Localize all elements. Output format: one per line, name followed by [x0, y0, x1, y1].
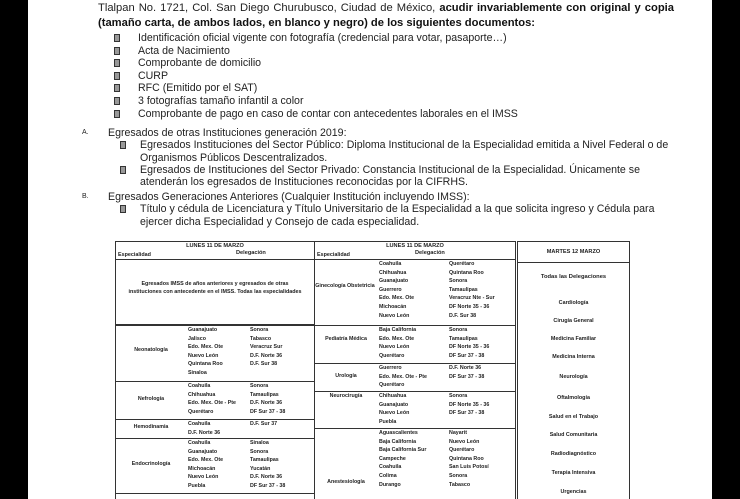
list-item: Cardiología: [558, 300, 589, 306]
bullet-icon: [114, 72, 120, 80]
list-item: Salud Comunitaria: [549, 432, 598, 438]
intro-text: Tlalpan No. 1721, Col. San Diego Churubusco, Ciudad de México,: [98, 2, 436, 14]
table-row: Urología Guerrero Edo. Mex. Ote - Pte Querétaro D.F. Norte 36 DF Sur 37 - 38: [315, 363, 515, 391]
list-item: Oftalmología: [557, 395, 590, 401]
list-item: Medicina Familiar: [550, 336, 597, 342]
table-row: Neonatología Guanajuato Jalisco Edo. Mex. Ote Nuevo León Quintana Roo Sinaloa Sonora Tabasco Veracruz Sur D.F. Norte 36 D.F. Sur 38: [116, 325, 314, 381]
table-header: MARTES 12 MARZO: [546, 249, 601, 255]
documents-list: [114, 32, 518, 120]
bullet-icon: [120, 205, 126, 213]
intro-rest: de los siguientes documentos:: [370, 17, 536, 29]
schedule-table-monday-1: LUNES 11 DE MARZO Especialidad Delegación Egresados IMSS de años anteriores y egresados de otras instituciones con antecedente en el IMSS. Todas las especialidades Neonatología Guanajuato Jalisco Edo. Mex. Ote Nuevo León Quintana Roo Sinaloa Sonora Tabasco Veracruz Sur D.F. Norte 36 D.F. Sur 38 Nefrología Coahuila Chihuahua Edo. Mex. Ote - Pte Querétaro Sonora Tamaulipas D.F. Norte 36 DF Sur 37 - 38 Hemodinamia Coahuila D.F. Norte 36 D.F. Sur 37 Endocrinología Coahuila Guanajuato Edo. Mex. Ote Michoacán Nuevo León Puebla Sinaloa Sonora Tamaulipas Yucatán D.F. Norte 36 DF Sur 37 - 38: [115, 241, 315, 499]
list-item: Comprobante de pago en caso de contar con antecedentes laborales en el IMSS: [114, 108, 518, 121]
list-item: Salud en el Trabajo: [548, 414, 599, 420]
intro-paragraph: [98, 1, 674, 31]
section-title: Egresados Generaciones Anteriores (Cualquier Institución incluyendo IMSS):: [108, 191, 470, 203]
section-b: B. Egresados Generaciones Anteriores (Cualquier Institución incluyendo IMSS): Título y cédula de Licenciatura y Título Universitario de la Especialidad a la que solicita ingreso y Cédula para ejercer dicha Especialidad y Consejo de cada especialidad.: [82, 191, 682, 228]
list-item: Identificación oficial vigente con fotografía (credencial para votar, pasaporte…): [114, 32, 518, 45]
list-item: Egresados Instituciones del Sector Público: Diploma Institucional de la Especialidad emitida a Nivel Federal o de Organismos Públicos Descentralizados.: [82, 139, 682, 164]
list-item: RFC (Emitido por el SAT): [114, 82, 518, 95]
list-item: Radiodiagnóstico: [550, 451, 597, 457]
bullet-icon: [114, 34, 120, 42]
intro-bold: acudir invariablemente con original y copia: [439, 2, 674, 14]
list-item: 3 fotografías tamaño infantil a color: [114, 95, 518, 108]
bullet-icon: [114, 47, 120, 55]
list-item: CURP: [114, 70, 518, 83]
table-row: Anestesiología Aguascalientes Baja California Baja California Sur Campeche Coahuila Colima Durango Nayarit Nuevo León Querétaro Quintana Roo San Luis Potosí Sonora Tabasco: [315, 428, 515, 499]
list-item: Terapia Intensiva: [551, 470, 596, 476]
schedule-table-monday-2: LUNES 11 DE MARZO Especialidad Delegación Ginecología Obstetricia Coahuila Chihuahua Guanajuato Guerrero Edo. Mex. Ote Michoacán Nuevo León Querétaro Quintana Roo Sonora Tamaulipas Veracruz Nte - Sur DF Norte 35 - 36 D.F. Sur 38 Pediatría Médica Baja California Edo. Mex. Ote Nuevo León Querétaro Sonora Tamaulipas DF Norte 35 - 36 DF Sur 37 - 38 Urología Guerrero Edo. Mex. Ote - Pte Querétaro D.F. Norte 36 DF Sur 37 - 38 Neurocirugía Chihuahua Guanajuato Nuevo León Puebla Sonora DF Norte 35 - 36 DF Sur 37 - 38 Anestesiología Aguascalientes Baja California Baja California Sur Campeche Coahuila Colima Durango Nayarit Nuevo León Querétaro Quintana Roo San Luis Potosí Sonora Tabasco: [314, 241, 516, 499]
bullet-icon: [114, 110, 120, 118]
list-item: Urgencias: [560, 489, 587, 495]
schedule-table-tuesday: [517, 241, 630, 499]
note: Egresados IMSS de años anteriores y egresados de otras instituciones con antecedente en el IMSS. Todas las especialidades: [128, 281, 302, 295]
table-row: Nefrología Coahuila Chihuahua Edo. Mex. Ote - Pte Querétaro Sonora Tamaulipas D.F. Norte 36 DF Sur 37 - 38: [116, 381, 314, 419]
list-item: Título y cédula de Licenciatura y Título Universitario de la Especialidad a la que solicita ingreso y Cédula para ejercer dicha Especialidad y Consejo de cada especialidad.: [82, 203, 682, 228]
bullet-icon: [120, 166, 126, 174]
bullet-icon: [120, 141, 126, 149]
table-row: Hemodinamia Coahuila D.F. Norte 36 D.F. Sur 37: [116, 419, 314, 438]
section-title: Egresados de otras Instituciones generación 2019:: [108, 127, 347, 139]
bullet-icon: [114, 97, 120, 105]
table-row: Ginecología Obstetricia Coahuila Chihuahua Guanajuato Guerrero Edo. Mex. Ote Michoacán Nuevo León Querétaro Quintana Roo Sonora Tamaulipas Veracruz Nte - Sur DF Norte 35 - 36 D.F. Sur 38: [315, 261, 495, 319]
subtitle: Todas las Delegaciones: [540, 274, 607, 280]
table-row: Endocrinología Coahuila Guanajuato Edo. Mex. Ote Michoacán Nuevo León Puebla Sinaloa Sonora Tamaulipas Yucatán D.F. Norte 36 DF Sur 37 - 38: [116, 438, 314, 493]
bullet-icon: [114, 59, 120, 67]
bullet-icon: [114, 84, 120, 92]
document-page: [28, 0, 712, 499]
list-item: Medicina Interna: [552, 354, 595, 360]
intro-bold-2: (tamaño carta, de ambos lados, en blanco y negro): [98, 17, 368, 29]
table-row: Pediatría Médica Baja California Edo. Mex. Ote Nuevo León Querétaro Sonora Tamaulipas DF Norte 35 - 36 DF Sur 37 - 38: [315, 325, 515, 363]
list-item: Cirugía General: [553, 318, 594, 324]
list-item: Comprobante de domicilio: [114, 57, 518, 70]
list-item: Neurología: [559, 374, 588, 380]
section-a: A. Egresados de otras Instituciones generación 2019: Egresados Instituciones del Sector Público: Diploma Institucional de la Especialidad emitida a Nivel Federal o de Organismos Públicos Descentralizados. Egresados de Instituciones del Sector Privado: Constancia Institucional de la Especialidad. Únicamente se atenderán los egresados de Instituciones reconocidas por la CIFRHS.: [82, 127, 682, 188]
list-item: Acta de Nacimiento: [114, 45, 518, 58]
table-row: Neurocirugía Chihuahua Guanajuato Nuevo León Puebla Sonora DF Norte 35 - 36 DF Sur 37 - 38: [315, 391, 515, 428]
list-item: Egresados de Instituciones del Sector Privado: Constancia Institucional de la Especialidad. Únicamente se atenderán los egresados de Instituciones reconocidas por la CIFRHS.: [82, 164, 682, 189]
